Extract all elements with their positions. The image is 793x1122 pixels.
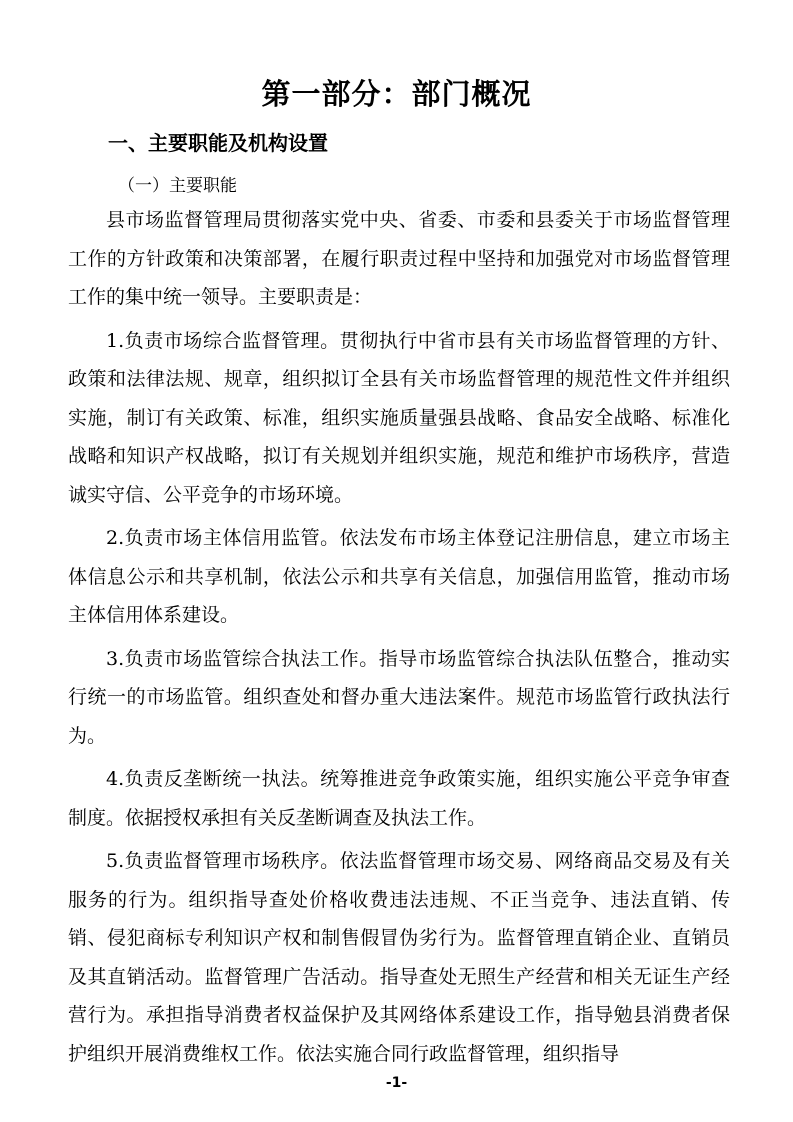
paragraph-duty-3: 3.负责市场监管综合执法工作。指导市场监管综合执法队伍整合，推动实行统一的市场监管。组织查处和督办重大违法案件。规范市场监管行政执法行为。: [68, 647, 730, 747]
paragraph-duty-4: 4.负责反垄断统一执法。统筹推进竞争政策实施，组织实施公平竞争审查制度。依据授权承担有关反垄断调查及执法工作。: [68, 768, 730, 829]
subsection-heading: （一）主要职能: [118, 176, 237, 196]
page-title: 第一部分：部门概况: [261, 77, 532, 111]
paragraph-duty-1: 1.负责市场综合监督管理。贯彻执行中省市县有关市场监督管理的方针、政策和法律法规、规章，组织拟订全县有关市场监督管理的规范性文件并组织实施，制订有关政策、标准，组织实施质量强县战略、食品安全战略、标准化战略和知识产权战略，拟订有关规划并组织实施，规范和维护市场秩序，营造诚实守信、公平竞争的市场环境。: [68, 329, 730, 506]
paragraph-duty-2: 2.负责市场主体信用监管。依法发布市场主体登记注册信息，建立市场主体信息公示和共享机制，依法公示和共享有关信息，加强信用监管，推动市场主体信用体系建设。: [68, 527, 730, 626]
body-text: [68, 201, 730, 1073]
paragraph-intro: 县市场监督管理局贯彻落实党中央、省委、市委和县委关于市场监督管理工作的方针政策和决策部署，在履行职责过程中坚持和加强党对市场监督管理工作的集中统一领导。主要职责是：: [68, 209, 730, 308]
page-number: -1-: [385, 1075, 408, 1091]
section-heading: 一、主要职能及机构设置: [108, 131, 328, 155]
paragraph-duty-5: 5.负责监督管理市场秩序。依法监督管理市场交易、网络商品交易及有关服务的行为。组织指导查处价格收费违法违规、不正当竞争、违法直销、传销、侵犯商标专利知识产权和制售假冒伪劣行为。监督管理直销企业、直销员及其直销活动。监督管理广告活动。指导查处无照生产经营和相关无证生产经营行为。承担指导消费者权益保护及其网络体系建设工作，指导勉县消费者保护组织开展消费维权工作。依法实施合同行政监督管理，组织指导: [68, 850, 730, 1065]
